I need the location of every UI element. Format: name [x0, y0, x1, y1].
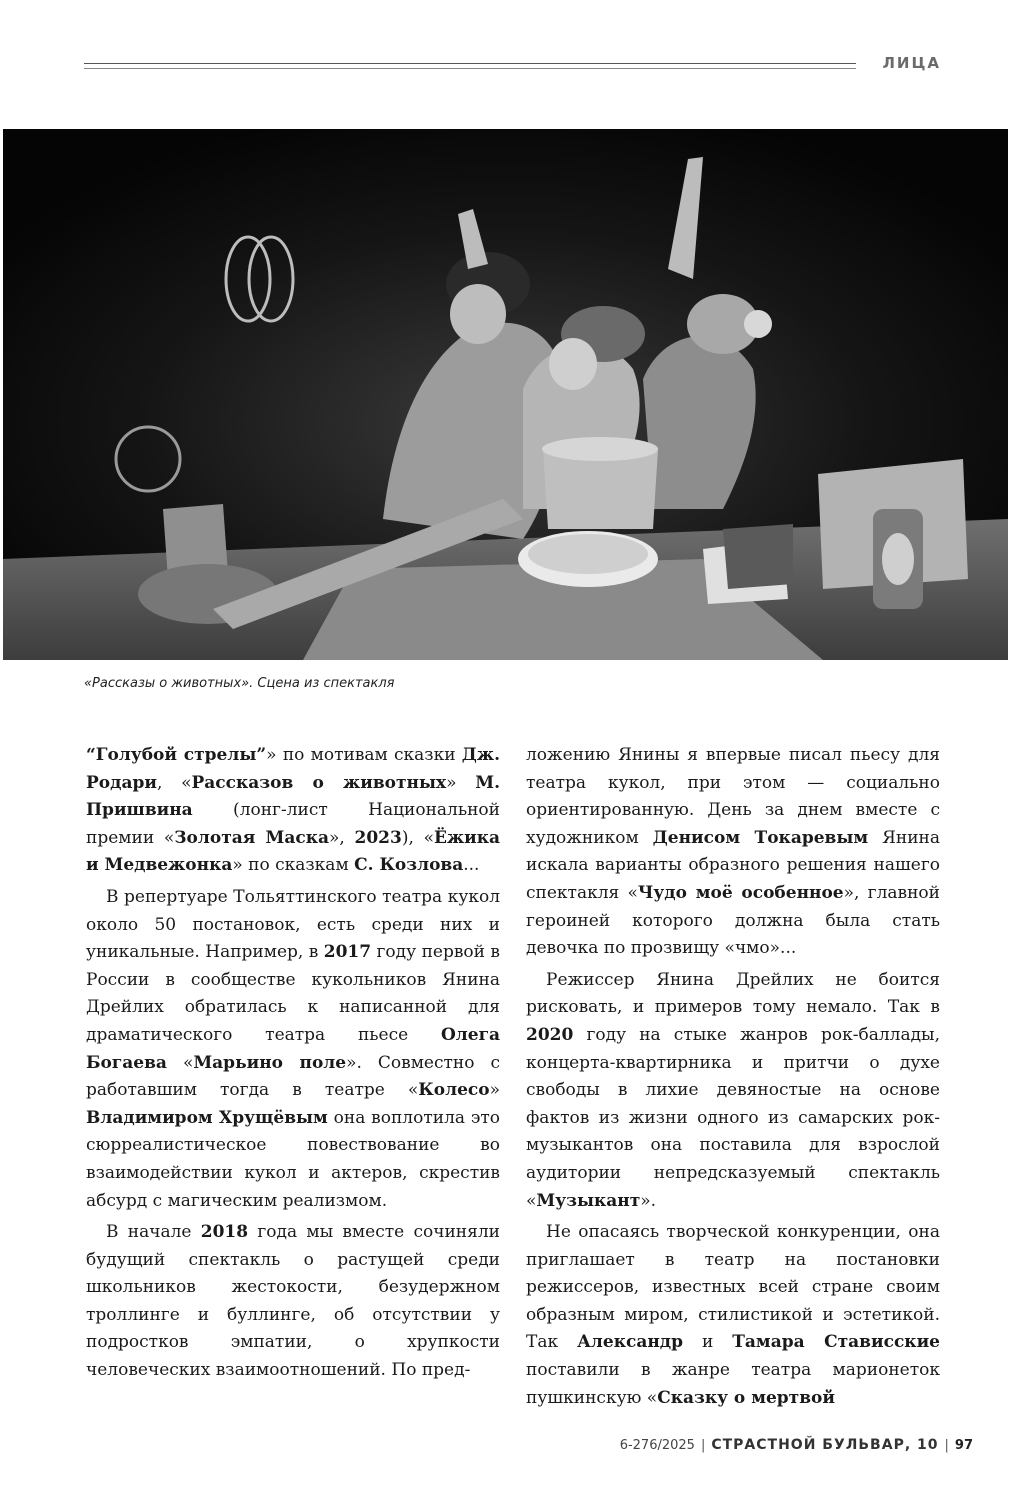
- magazine-title: СТРАСТНОЙ БУЛЬВАР, 10: [711, 1437, 939, 1453]
- text-run: она воплотила это сюрреалистическое повествование во взаимодействии кукол и актеров, скрестив абсурд с магическим реализмом.: [86, 1107, 500, 1211]
- bold-run: Дж. Родари: [86, 745, 500, 793]
- paragraph: [86, 884, 500, 1215]
- bold-run: 2018: [200, 1222, 249, 1243]
- footer-separator: |: [944, 1438, 949, 1453]
- performance-photo: [3, 129, 1008, 660]
- text-run: и: [683, 1332, 733, 1353]
- bold-run: Чудо моё особенное: [637, 882, 844, 903]
- text-run: »: [446, 772, 476, 793]
- text-run: «: [166, 1052, 194, 1073]
- bold-run: Александр: [577, 1332, 684, 1353]
- bold-run: Золотая Маска: [174, 827, 329, 848]
- bold-run: Музыкант: [536, 1190, 641, 1211]
- text-run: году на стыке жанров рок-баллады, концерта-квартирника и притчи о духе свободы в лихие девяностые на основе фактов из жизни одного из самарских рок-музыкантов она поставила для взрослой аудитории непредсказуемый спектакль «: [526, 1024, 940, 1211]
- text-run: В репертуаре Тольяттинского театра кукол около 50 постановок, есть среди них и уникальные. Например, в: [86, 886, 500, 963]
- text-run: Янина искала варианты образного решения нашего спектакля «: [526, 827, 940, 903]
- page-footer: [620, 1437, 973, 1453]
- text-run: , «: [156, 772, 192, 793]
- page-number: 97: [954, 1438, 973, 1453]
- issue-number: 6-276/2025: [619, 1438, 695, 1453]
- bold-run: 2020: [526, 1024, 574, 1045]
- text-run: »: [489, 1080, 500, 1101]
- paragraph: [86, 1219, 500, 1385]
- article-column-left: [86, 742, 500, 1385]
- footer-separator: |: [700, 1438, 706, 1453]
- bold-run: Марьино поле: [193, 1052, 347, 1073]
- bold-run: Ёжика и Медвежонка: [86, 827, 501, 876]
- bold-run: Колесо: [418, 1080, 490, 1101]
- text-run: Не опасаясь творческой конкуренции, она приглашает в театр на постановки режиссеров, известных всей стране своим образным миром, стилистикой и эстетикой. Так: [526, 1222, 940, 1353]
- bold-run: Сказку о мертвой: [657, 1387, 835, 1408]
- text-run: ), «: [401, 827, 434, 848]
- paragraph: [526, 967, 940, 1215]
- text-run: », главной героиней которого должна была стать девочка по прозвищу «чмо»...: [526, 882, 940, 959]
- text-run: (лонг-лист Национальной премии «: [86, 800, 500, 848]
- header-rule: [84, 63, 856, 64]
- text-run: ».: [640, 1190, 657, 1211]
- bold-run: Тамара Стависские: [732, 1332, 940, 1353]
- paragraph: [86, 742, 500, 880]
- header-rule-secondary: [84, 68, 856, 69]
- bold-run: Олега Богаева: [86, 1024, 500, 1073]
- text-run: ложению Янины я впервые писал пьесу для театра кукол, при этом — социально ориентированную. День за днем вместе с художником: [526, 745, 940, 848]
- bold-run: Денисом Токаревым: [652, 827, 869, 848]
- text-run: ». Совместно с работавшим тогда в театре «: [86, 1052, 500, 1101]
- paragraph: [526, 742, 940, 963]
- section-title: ЛИЦА: [882, 54, 941, 72]
- text-run: года мы вместе сочиняли будущий спектакль о растущей среди школьников жестокости, безудержном троллинге и буллинге, об отсутствии у подростков эмпатии, о хрупкости человеческих взаимоотношений. По пред-: [86, 1222, 500, 1381]
- photo-caption: «Рассказы о животных». Сцена из спектакля: [84, 676, 395, 691]
- text-run: »,: [329, 827, 355, 848]
- bold-run: “Голубой стрелы”: [86, 745, 267, 765]
- bold-run: С. Козлова: [354, 855, 464, 876]
- text-run: » по сказкам: [232, 855, 355, 876]
- text-run: поставили в жанре театра марионеток пушкинскую «: [526, 1360, 940, 1408]
- bold-run: Владимиром Хрущёвым: [86, 1107, 328, 1128]
- text-run: году первой в России в сообществе кукольников Янина Дрейлих обратилась к написанной для драматического театра пьесе: [86, 942, 500, 1045]
- article-column-right: [526, 742, 940, 1412]
- bold-run: М. Пришвина: [86, 772, 500, 821]
- text-run: » по мотивам сказки: [266, 745, 462, 765]
- text-run: Режиссер Янина Дрейлих не боится рисковать, и примеров тому немало. Так в: [526, 969, 940, 1018]
- paragraph: [526, 1219, 940, 1412]
- text-run: ...: [463, 855, 480, 876]
- bold-run: 2017: [323, 942, 372, 963]
- bold-run: 2023: [354, 827, 402, 848]
- text-run: В начале: [106, 1222, 201, 1243]
- bold-run: Рассказов о животных: [191, 772, 447, 793]
